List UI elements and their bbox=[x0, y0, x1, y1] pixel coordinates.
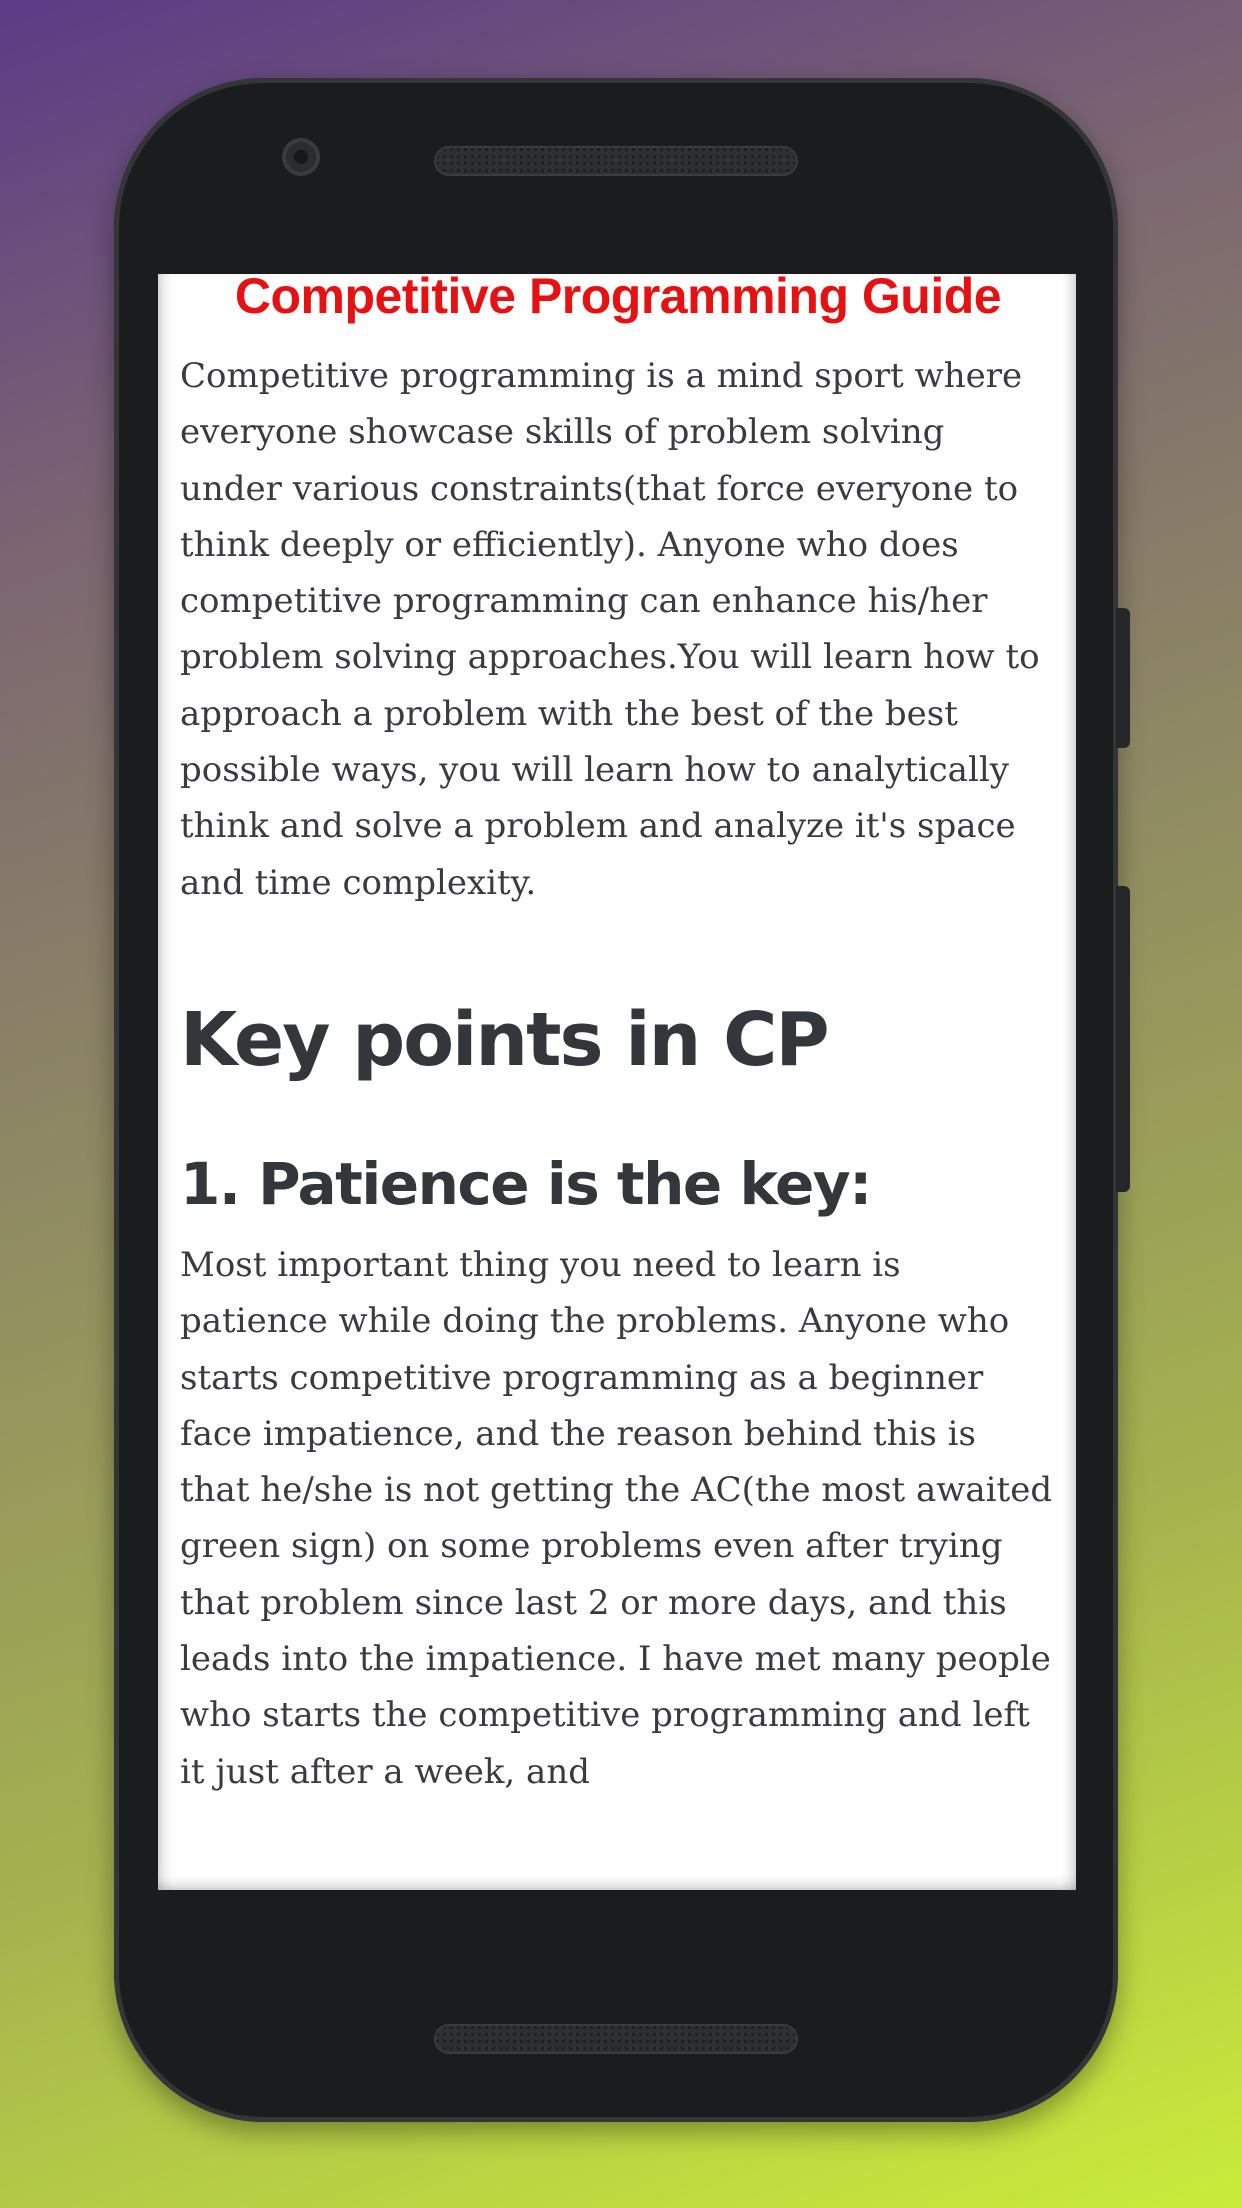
power-button bbox=[1116, 608, 1130, 748]
front-camera-icon bbox=[282, 138, 320, 176]
earpiece-speaker bbox=[434, 146, 798, 176]
point-paragraph: Most important thing you need to learn is patience while doing the problems. Anyone who starts competitive programming as a beginner face impatience, and the reason behind this is that he/she is not getting the AC(the most awaited green sign) on some problems even after trying that problem since last 2 or more days, and this leads into the impatience. I have met many people who starts the competitive programming and left it just after a week, and bbox=[180, 1244, 1053, 1792]
point-heading: 1. Patience is the key: bbox=[180, 1149, 871, 1218]
screen[interactable] bbox=[158, 274, 1076, 1890]
volume-button bbox=[1116, 886, 1130, 1192]
page-title: Competitive Programming Guide bbox=[234, 274, 1002, 324]
section-heading: Key points in CP bbox=[180, 996, 828, 1083]
article-content bbox=[180, 274, 1056, 1800]
intro-paragraph: Competitive programming is a mind sport where everyone showcase skills of problem solving under various constraints(that force everyone to think deeply or efficiently). Anyone who does competitive programming can enhance his/her problem solving approaches.You will learn how to approach a problem with the best of the best possible ways, you will learn how to analytically think and solve a problem and analyze it's space and time complexity. bbox=[180, 356, 1040, 903]
phone-frame bbox=[114, 78, 1118, 2122]
bottom-speaker bbox=[434, 2024, 798, 2054]
